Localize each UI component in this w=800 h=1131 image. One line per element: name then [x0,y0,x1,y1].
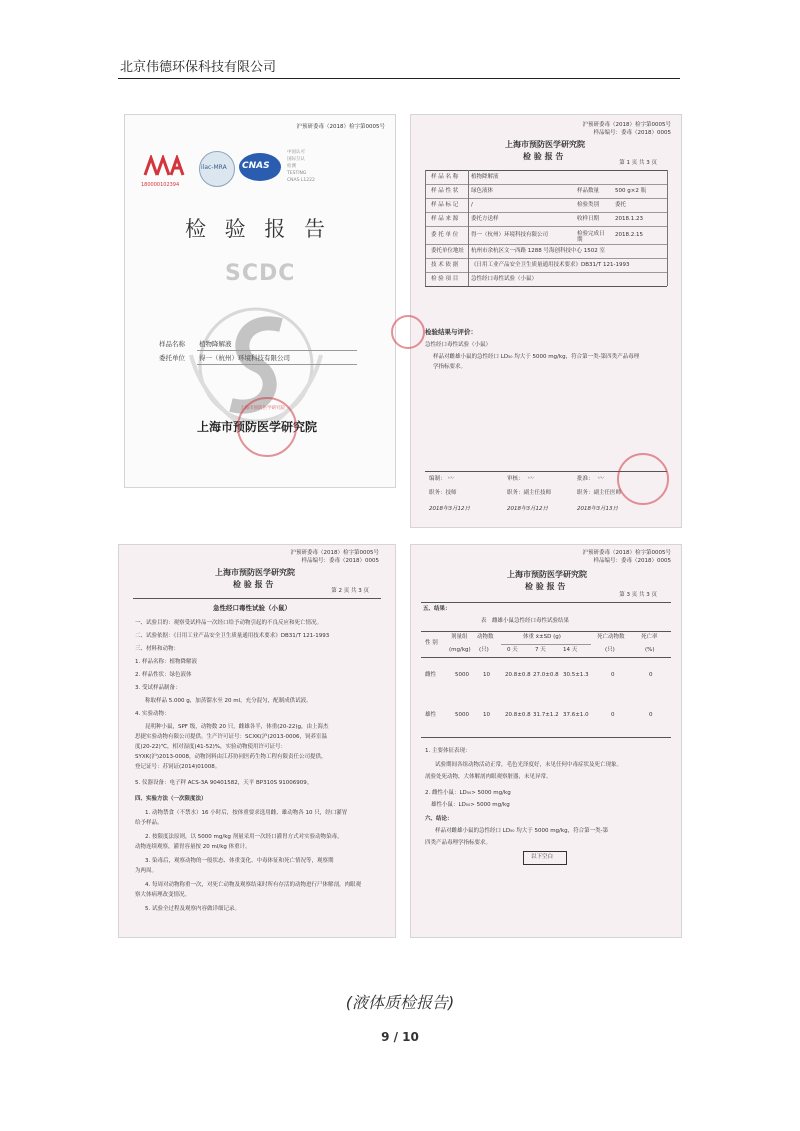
p2-line: 3. 染毒后，观察动物的一般状态、体重变化、中毒体征和死亡情况等，观察期 [145,858,334,864]
p1-row-value: 《日用工业产品安全卫生质量通用技术要求》DB31/T 121-1993 [471,262,630,268]
cnas-line-1: 中国认可 [287,150,305,155]
p1-sample-no: 样品编号：委毒（2018）0005 [593,130,671,136]
p2-line: 察大体病理改变情况。 [135,892,191,898]
p3-col-rate: 死亡率 [641,634,658,640]
cnas-line-4: TESTING [287,171,307,176]
cma-logo [143,155,187,177]
p3-cell-rate: 0 [649,672,653,678]
p2-line: 5. 仪器设备：电子秤 ACS-3A 90401582，天平 BP310S 91006909。 [135,780,313,786]
p2-line: 为两周。 [135,868,158,874]
p1-row-divider [425,244,667,245]
p2-institute: 上海市预防医学研究院 [215,568,295,577]
report-page-3 [410,544,682,938]
ilac-label: ilac-MRA [201,164,227,171]
cover-sample-value: 植物降解液 [199,340,232,348]
p3-header-mid-rule [501,644,591,645]
p1-sign-date: 2018年3月12日 [507,506,548,512]
p2-line: 四、实验方法（一次限度法） [135,796,207,802]
p3-title-rule [421,602,671,603]
p3-line: 2. 雌性小鼠：LD₅₀> 5000 mg/kg [425,790,511,796]
cover-report-code: 沪预研委毒（2018）检字第0005号 [296,124,385,130]
cover-client-label: 委托单位 [159,354,185,362]
p3-cell-sex: 雌性 [425,672,437,678]
p3-cell-sex: 雄性 [425,712,437,718]
p1-signature-1: 〰 [447,474,454,482]
p2-line: 度(20-22)℃，相对湿度(41-52)%，实验动物使用许可证号： [135,744,286,750]
p3-line: 六、结论： [425,816,453,822]
p1-row-label: 技 术 依 据 [431,262,459,268]
p1-sign-title: 职务：技师 [429,490,457,496]
p3-cell-dead: 0 [611,712,615,718]
p3-title: 检 验 报 告 [525,582,566,591]
cover-stamp-text: 上海市预防医学研究院 [240,406,285,411]
p1-row-label: 委 托 单 位 [431,232,459,238]
p1-sign-date: 2018年3月12日 [429,506,470,512]
p1-report-code: 沪预研委毒（2018）检字第0005号 [582,122,671,128]
p3-cell-n: 10 [483,672,490,678]
p1-result-text-2: 学指标要求。 [433,364,467,370]
p1-row-value: 杭州市余杭区文一西路 1288 号海创科技中心 1502 室 [471,248,605,254]
cnas-line-2: 国际互认 [287,157,305,162]
p1-sign-date: 2018年3月13日 [577,506,618,512]
p1-title: 检 验 报 告 [523,152,564,161]
p2-line: 二、试验依据：《日用工业产品安全卫生质量通用技术要求》DB31/T 121-1993 [135,633,330,639]
p1-institute: 上海市预防医学研究院 [505,140,585,149]
cnas-line-5: CNAS L1222 [287,178,315,183]
p1-sign-label: 编制： [429,476,446,482]
header-rule [118,78,680,79]
p1-row-divider [425,226,667,227]
p3-unit: (只) [479,647,489,653]
p1-row-label2: 检验类别 [577,202,600,208]
p2-sample-no: 样品编号：委毒（2018）0005 [301,558,379,564]
p3-line: 1. 主要体征表现： [425,748,471,754]
p3-institute: 上海市预防医学研究院 [507,570,587,579]
cover-sample-label: 样品名称 [159,340,185,348]
p3-cell-w7: 31.7±1.2 [533,712,559,718]
p1-signature-2: 〰 [527,474,534,482]
p3-cell-w0: 20.8±0.8 [505,712,531,718]
cover-client-underline [197,364,357,365]
cnas-line-3: 检测 [287,164,296,169]
p2-line: 3. 受试样品制备： [135,685,181,691]
p1-row-value: / [471,202,473,208]
p1-table-left-border [425,170,426,286]
p2-line: 给予样品。 [135,820,163,826]
p2-line: 5. 试验全过程及观察内容做详细记录。 [145,906,240,912]
p3-unit: 7 天 [535,647,546,653]
p1-sign-label: 审核： [507,476,524,482]
cma-number: 180000102394 [141,182,180,188]
p1-sign-title: 职务：副主任医师 [577,490,622,496]
cover-title: 检 验 报 告 [185,217,332,241]
p2-line: 4. 实验动物： [135,711,170,717]
p2-line: 登记证号：苏饲证(2014)01008。 [135,764,221,770]
p3-cell-n: 10 [483,712,490,718]
report-cover [124,114,396,488]
p3-col-sex: 性 别 [425,640,438,646]
p2-line: 2. 样品性状：绿色液体 [135,672,192,678]
cover-institute: 上海市预防医学研究院 [197,420,318,434]
p3-line: 剖验处死动物，大体解剖肉眼观察脏器，未见异常。 [425,774,552,780]
p1-row-value: 得一（杭州）环境科技有限公司 [471,232,549,238]
p3-section-5: 五、结果： [423,606,451,612]
report-page-2 [118,544,396,938]
p2-line: 动物连续观察，灌胃容量按 20 ml/kg 体重计。 [135,844,251,850]
p1-row-label: 检 验 项 目 [431,276,459,282]
p3-col-dose: 剂量组 [451,634,468,640]
p3-cell-w14: 37.6±1.0 [563,712,589,718]
p2-line: 1. 样品名称：植物降解液 [135,659,197,665]
p1-row-value2: 500 g×2 瓶 [615,188,647,194]
p3-cell-w14: 30.5±1.3 [563,672,589,678]
cnas-label: CNAS [242,161,270,171]
p3-cell-dose: 5000 [455,672,469,678]
p3-col-n: 动物数 [477,634,494,640]
p3-blank-note-box [523,851,567,865]
p2-title-rule [133,598,381,599]
p1-row-label: 样 品 名 称 [431,174,459,180]
p2-line: 2. 按限度法原则，以 5000 mg/kg 剂量采用一次经口灌胃方式对实验动物染毒， [145,834,343,840]
p1-result-title: 检验结果与评价： [425,328,477,336]
scdc-mark: SCDC [225,261,296,286]
p2-line: 一、试验目的：观察受试样品一次经口给予动物引起的不良反应和死亡情况。 [135,620,323,626]
p2-line: 称取样品 5.000 g，加蒸馏水至 20 ml，充分混匀，配制成供试液。 [145,698,312,704]
p1-row-value: 急性经口毒性试验（小鼠） [471,276,538,282]
p1-row-divider [425,198,667,199]
p3-report-code: 沪预研委毒（2018）检字第0005号 [582,550,671,556]
p1-result-text-1: 样品对雌雄小鼠的急性经口 LD₅₀ 均大于 5000 mg/kg，符合第一类-第四类产品毒理 [433,354,640,360]
p3-cell-rate: 0 [649,712,653,718]
p3-unit: (只) [605,647,615,653]
p1-table-bottom [425,286,667,287]
p1-row-label2: 收样日期 [577,216,600,222]
p3-table-bottom-rule [421,737,671,738]
p1-row-divider [425,184,667,185]
p3-unit: (mg/kg) [449,647,471,653]
p1-row-label2: 检验完成日期 [577,231,605,244]
p1-edge-stamp [391,315,425,349]
p3-line: 雄性小鼠：LD₅₀> 5000 mg/kg [431,802,510,808]
p3-cell-w7: 27.0±0.8 [533,672,559,678]
figure-caption: (液体质检报告) [345,993,455,1012]
p1-result-sub: 急性经口毒性试验（小鼠） [425,342,492,348]
p1-sign-label: 批准： [577,476,594,482]
p2-line: 三、材料和动物： [135,646,180,652]
header-company-name: 北京伟德环保科技有限公司 [120,60,277,75]
p1-table-top [425,170,667,171]
p3-header-bottom-rule [421,657,671,658]
p2-line: 思捷实验动物有限公司提供。生产许可证号：SCXK(沪)2013-0006，饲养室温 [135,734,327,740]
p1-row-label: 样 品 来 源 [431,216,459,222]
p3-unit: 14 天 [563,647,578,653]
p1-row-divider [425,272,667,273]
p1-red-stamp [617,453,669,505]
p3-unit: 0 天 [507,647,518,653]
p1-row-value: 绿色液体 [471,188,494,194]
p1-row-divider [425,258,667,259]
p3-table-caption: 表 雌雄小鼠急性经口毒性试验结果 [481,618,570,624]
p3-line: 样品对雌雄小鼠的急性经口 LD₅₀ 均大于 5000 mg/kg，符合第一类-第 [435,828,609,834]
p1-page: 第 1 页 共 3 页 [619,160,657,166]
page-number: 9 / 10 [381,1030,419,1044]
p1-row-label: 样 品 标 记 [431,202,459,208]
cover-client-value: 得一（杭州）环境科技有限公司 [199,354,290,362]
p1-table-col-divider [468,170,469,286]
p1-row-label: 样 品 性 状 [431,188,459,194]
p1-row-value: 委托方送样 [471,216,499,222]
cover-sample-underline [197,350,357,351]
p1-row-value2: 2018.1.23 [615,216,643,222]
p3-page: 第 3 页 共 3 页 [619,592,657,598]
p2-line: 4. 每周对动物称重一次，对死亡动物及观察结束时所有存活的动物进行尸体解剖，肉眼观 [145,882,361,888]
p3-table-top-rule [421,631,671,632]
p2-report-code: 沪预研委毒（2018）检字第0005号 [290,550,379,556]
p1-row-divider [425,212,667,213]
p1-row-value2: 2018.2.15 [615,232,643,238]
p3-sample-no: 样品编号：委毒（2018）0005 [593,558,671,564]
p3-unit: (%) [645,647,655,653]
p1-signature-3: 〰 [597,474,604,482]
p3-cell-w0: 20.8±0.8 [505,672,531,678]
p3-cell-dose: 5000 [455,712,469,718]
p1-row-value: 植物降解液 [471,174,499,180]
p2-section-title: 急性经口毒性试验（小鼠） [213,604,291,612]
p1-row-label2: 样品数量 [577,188,600,194]
p1-row-label: 委托单位地址 [431,248,465,254]
p2-line: 昆明种小鼠，SPF 级，动物数 20 只，雌雄各半，体重(20-22)g，由上海杰 [145,724,329,730]
p2-line: 1. 动物禁食（不禁水）16 小时后，按体重要求选用雌、雄动物各 10 只，经口灌胃 [145,810,348,816]
p3-line: 试验期间各组动物活动正常，毛色光泽度好，未见任何中毒症状及死亡现象。 [435,762,623,768]
p1-row-value2: 委托 [615,202,627,208]
p3-col-weight: 体重 x̄±SD (g) [523,634,561,640]
p2-title: 检 验 报 告 [233,580,274,589]
p1-sign-title: 职务：副主任技师 [507,490,552,496]
p3-cell-dead: 0 [611,672,615,678]
report-page-1 [410,114,682,528]
p2-page: 第 2 页 共 3 页 [331,588,369,594]
p3-blank-note: 以下空白 [531,854,554,860]
p1-table-right-border [667,170,668,286]
p3-col-dead: 死亡动物数 [597,634,625,640]
p3-line: 四类产品毒理学指标要求。 [425,840,492,846]
p2-line: SYXK(沪)2013-0008，动物饲料由江苏协同医药生物工程有限责任公司提供， [135,754,327,760]
